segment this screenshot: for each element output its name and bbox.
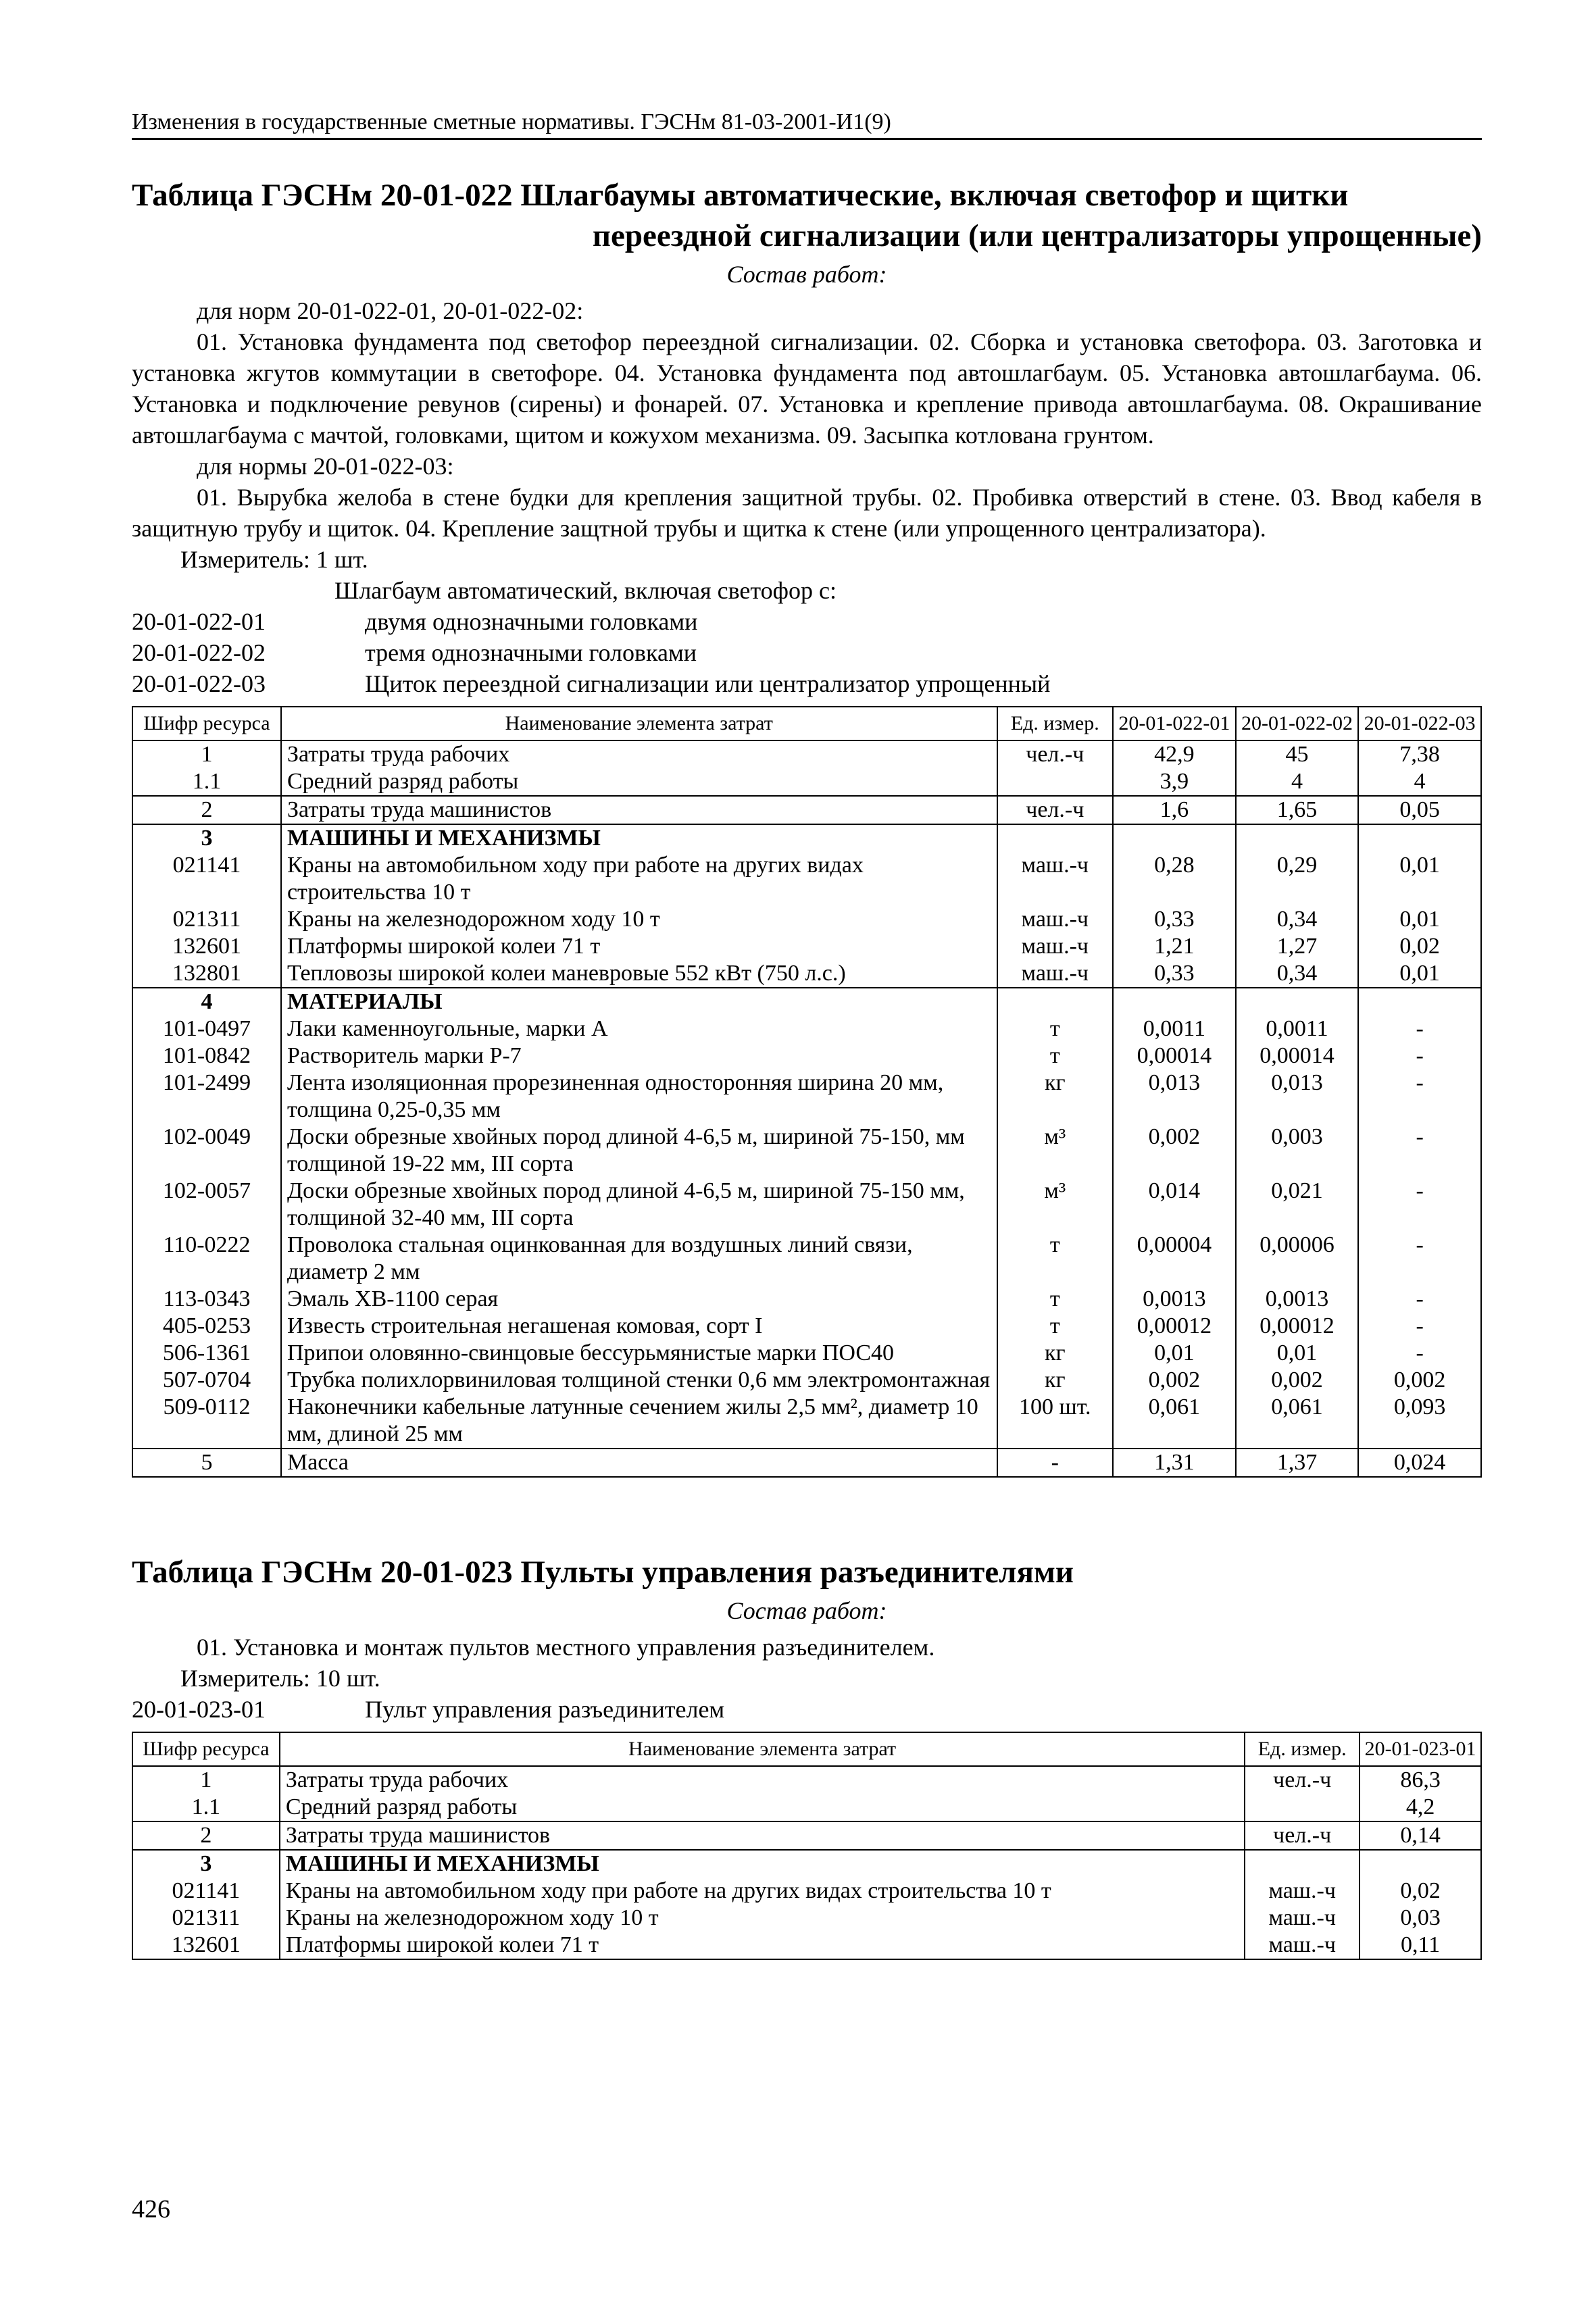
table1-measure: Измеритель: 1 шт. [180,546,368,573]
row-name: Затраты труда рабочих [280,1766,1245,1794]
table2-header-c1: 20-01-023-01 [1360,1732,1481,1766]
table1-code-list [132,606,1482,699]
table1-code-item [132,637,1482,668]
row-value [1358,988,1481,1015]
row-value [1113,824,1236,852]
table1-header-code: Шифр ресурса [132,707,281,740]
row-value: 45 [1236,740,1359,768]
row-code: 1 [132,1766,280,1794]
row-unit: т [997,1042,1114,1070]
row-name: Краны на автомобильном ходу при работе на других видах строительства 10 т [281,852,997,906]
table2-code-row [132,1694,1482,1725]
row-unit: т [997,1232,1114,1286]
row-code: 1.1 [132,1794,280,1821]
row-value: 0,0011 [1236,1015,1359,1042]
row-value: 42,9 [1113,740,1236,768]
row-value: - [1358,1015,1481,1042]
table-row [132,1367,1481,1394]
row-value: - [1358,1286,1481,1313]
row-value: 4 [1236,768,1359,796]
row-value: - [1358,1340,1481,1367]
row-value: 0,00004 [1113,1232,1236,1286]
row-value: 1,31 [1113,1449,1236,1477]
table1-norms-a-text: 01. Установка фундамента под светофор переездной сигнализации. 02. Сборка и установка светофора. 03. Заготовка и установка жгутов коммутации в светофоре. 04. Установка фундамента под автошлагбаум. 05. Установка автошлагбаума. 06. Установка и подключение ревунов (сирены) и фонарей. 07. Установка и крепление привода автошлагбаума. 08. Окрашивание автошлагбаума с мачтой, головками, щитом и кожухом механизма. 09. Засыпка котлована грунтом. [132,328,1482,449]
row-code: 2 [132,796,281,824]
row-code: 102-0057 [132,1178,281,1232]
table1-title [132,175,1482,256]
table-row [132,1015,1481,1042]
row-value: - [1358,1070,1481,1124]
row-unit: маш.-ч [997,933,1114,960]
row-value: 0,14 [1360,1821,1481,1850]
row-value: 0,0013 [1113,1286,1236,1313]
row-value: 0,0011 [1113,1015,1236,1042]
row-unit: чел.-ч [997,796,1114,824]
row-value: 1,6 [1113,796,1236,824]
table-row [132,740,1481,768]
table2-header-code: Шифр ресурса [132,1732,280,1766]
row-value [1358,824,1481,852]
row-value: 0,013 [1113,1070,1236,1124]
row-value: 0,02 [1358,933,1481,960]
row-code: 3 [132,824,281,852]
table1-code: 20-01-022-01 [132,608,266,635]
row-code: 113-0343 [132,1286,281,1313]
row-value: 0,02 [1360,1878,1481,1905]
row-unit: 100 шт. [997,1394,1114,1449]
row-value: 3,9 [1113,768,1236,796]
table-row [132,1766,1481,1794]
table1-header-c2: 20-01-022-02 [1236,707,1359,740]
row-code: 5 [132,1449,281,1477]
row-value: 0,33 [1113,960,1236,988]
table1-works-label: Состав работ: [726,261,887,288]
row-name: Краны на железнодорожном ходу 10 т [280,1905,1245,1932]
table1-code: 20-01-022-03 [132,670,266,697]
row-code: 1.1 [132,768,281,796]
row-value: 0,11 [1360,1932,1481,1959]
table-row [132,1449,1481,1477]
row-value: 0,013 [1236,1070,1359,1124]
table1-code-desc: Щиток переездной сигнализации или централизатор упрощенный [365,670,1051,697]
table-row [132,768,1481,796]
row-value: 0,01 [1358,960,1481,988]
row-code: 132601 [132,933,281,960]
row-name: Лаки каменноугольные, марки А [281,1015,997,1042]
table1-intro: Шлагбаум автоматический, включая светофор с: [334,577,837,604]
table-row [132,1232,1481,1286]
table-row [132,1821,1481,1850]
row-unit [997,824,1114,852]
row-value [1236,824,1359,852]
table2-code: 20-01-023-01 [132,1696,266,1723]
row-code: 1 [132,740,281,768]
row-unit: кг [997,1070,1114,1124]
row-name: Средний разряд работы [281,768,997,796]
row-value: 0,021 [1236,1178,1359,1232]
table-row [132,1042,1481,1070]
row-value: 86,3 [1360,1766,1481,1794]
row-value: 0,01 [1236,1340,1359,1367]
table-row [132,1070,1481,1124]
table-row [132,1178,1481,1232]
row-name: Растворитель марки Р-7 [281,1042,997,1070]
row-code: 3 [132,1850,280,1878]
row-value: 1,65 [1236,796,1359,824]
row-value: 0,00012 [1113,1313,1236,1340]
table-row [132,1794,1481,1821]
row-unit [997,988,1114,1015]
row-name: Наконечники кабельные латунные сечением жилы 2,5 мм², диаметр 10 мм, длиной 25 мм [281,1394,997,1449]
row-code: 021141 [132,852,281,906]
row-code: 2 [132,1821,280,1850]
table2-works-label: Состав работ: [726,1597,887,1624]
row-value: 0,002 [1113,1367,1236,1394]
table1-norms-b-text: 01. Вырубка желоба в стене будки для крепления защитной трубы. 02. Пробивка отверстий в стене. 03. Ввод кабеля в защитную трубу и щиток. 04. Крепление защтной трубы и щитка к стене (или упрощенного централизатора). [132,484,1482,542]
table1-header-unit: Ед. измер. [997,707,1114,740]
row-code: 4 [132,988,281,1015]
row-value: 0,061 [1113,1394,1236,1449]
row-code: 132801 [132,960,281,988]
row-unit: кг [997,1367,1114,1394]
row-value: 7,38 [1358,740,1481,768]
row-value: 0,00014 [1236,1042,1359,1070]
row-value: 0,05 [1358,796,1481,824]
row-name: МАШИНЫ И МЕХАНИЗМЫ [280,1850,1245,1878]
row-value: 0,002 [1113,1124,1236,1178]
row-value: 0,00014 [1113,1042,1236,1070]
row-unit: т [997,1313,1114,1340]
row-unit: маш.-ч [997,906,1114,933]
row-value: 0,024 [1358,1449,1481,1477]
row-name: Затраты труда рабочих [281,740,997,768]
row-value: 0,0013 [1236,1286,1359,1313]
row-code: 101-2499 [132,1070,281,1124]
row-code: 102-0049 [132,1124,281,1178]
row-value: 0,01 [1358,852,1481,906]
row-value: 0,34 [1236,960,1359,988]
row-name: Затраты труда машинистов [281,796,997,824]
table-row [132,1340,1481,1367]
table2-header-name: Наименование элемента затрат [280,1732,1245,1766]
row-code: 101-0842 [132,1042,281,1070]
table1-code-desc: двумя однозначными головками [365,608,698,635]
table1-header-c3: 20-01-022-03 [1358,707,1481,740]
row-value [1360,1850,1481,1878]
row-value: 0,014 [1113,1178,1236,1232]
row-value: 0,34 [1236,906,1359,933]
row-name: Известь строительная негашеная комовая, сорт I [281,1313,997,1340]
table1-code-item [132,668,1482,699]
row-unit [997,768,1114,796]
row-value: - [1358,1042,1481,1070]
row-unit [1245,1850,1360,1878]
row-value: - [1358,1313,1481,1340]
row-unit: т [997,1015,1114,1042]
table1-norms-a-label: для норм 20-01-022-01, 20-01-022-02: [197,297,584,324]
row-value: - [1358,1232,1481,1286]
row-code: 509-0112 [132,1394,281,1449]
table1-code-item [132,606,1482,637]
row-value [1236,988,1359,1015]
row-unit: чел.-ч [997,740,1114,768]
row-value: 0,00006 [1236,1232,1359,1286]
row-name: МАТЕРИАЛЫ [281,988,997,1015]
row-value: 0,28 [1113,852,1236,906]
row-value: 0,093 [1358,1394,1481,1449]
row-name: МАШИНЫ И МЕХАНИЗМЫ [281,824,997,852]
table1-code-desc: тремя однозначными головками [365,639,697,666]
row-value: 0,002 [1358,1367,1481,1394]
row-name: Масса [281,1449,997,1477]
row-unit: чел.-ч [1245,1821,1360,1850]
row-value: - [1358,1178,1481,1232]
row-value: 4,2 [1360,1794,1481,1821]
table1-code: 20-01-022-02 [132,639,266,666]
table1-norms-b-label: для нормы 20-01-022-03: [197,453,454,480]
row-name: Краны на железнодорожном ходу 10 т [281,906,997,933]
row-code: 021311 [132,906,281,933]
row-name: Трубка полихлорвиниловая толщиной стенки 0,6 мм электромонтажная [281,1367,997,1394]
row-code: 507-0704 [132,1367,281,1394]
row-value: 0,03 [1360,1905,1481,1932]
table-row [132,1124,1481,1178]
row-name: Краны на автомобильном ходу при работе на других видах строительства 10 т [280,1878,1245,1905]
row-unit: маш.-ч [1245,1878,1360,1905]
table1-header-name: Наименование элемента затрат [281,707,997,740]
table2-measure: Измеритель: 10 шт. [180,1665,380,1692]
row-name: Затраты труда машинистов [280,1821,1245,1850]
table-row [132,1394,1481,1449]
table-row [132,933,1481,960]
row-value: 0,01 [1358,906,1481,933]
table-row [132,960,1481,988]
row-unit: кг [997,1340,1114,1367]
table-row [132,1286,1481,1313]
row-code: 101-0497 [132,1015,281,1042]
row-name: Тепловозы широкой колеи маневровые 552 кВт (750 л.с.) [281,960,997,988]
row-unit: маш.-ч [997,852,1114,906]
table1-header-c1: 20-01-022-01 [1113,707,1236,740]
row-name: Припои оловянно-свинцовые бессурьмянистые марки ПОС40 [281,1340,997,1367]
row-unit: м³ [997,1178,1114,1232]
table-row [132,1932,1481,1959]
row-code: 132601 [132,1932,280,1959]
table-row [132,824,1481,852]
row-value: 0,003 [1236,1124,1359,1178]
row-name: Лента изоляционная прорезиненная односторонняя ширина 20 мм, толщина 0,25-0,35 мм [281,1070,997,1124]
row-value: 1,37 [1236,1449,1359,1477]
table-row [132,1878,1481,1905]
row-unit [1245,1794,1360,1821]
row-value: 1,27 [1236,933,1359,960]
table-row [132,1313,1481,1340]
table-row [132,988,1481,1015]
row-unit: т [997,1286,1114,1313]
table1-title-line2: переездной сигнализации (или централизаторы упрощенные) [592,218,1482,253]
row-unit: чел.-ч [1245,1766,1360,1794]
row-value: 0,00012 [1236,1313,1359,1340]
row-value: 0,29 [1236,852,1359,906]
row-name: Эмаль ХВ-1100 серая [281,1286,997,1313]
row-name: Платформы широкой колеи 71 т [280,1932,1245,1959]
row-unit: - [997,1449,1114,1477]
row-unit: маш.-ч [1245,1905,1360,1932]
table1 [132,706,1482,1478]
row-value: 0,061 [1236,1394,1359,1449]
row-name: Платформы широкой колеи 71 т [281,933,997,960]
row-value: 0,01 [1113,1340,1236,1367]
row-unit: маш.-ч [997,960,1114,988]
row-value: 1,21 [1113,933,1236,960]
page [132,108,1482,1960]
row-unit: маш.-ч [1245,1932,1360,1959]
table2-title: Таблица ГЭСНм 20-01-023 Пульты управления разъединителями [132,1555,1074,1590]
row-value: 0,33 [1113,906,1236,933]
row-code: 021141 [132,1878,280,1905]
table2-header-unit: Ед. измер. [1245,1732,1360,1766]
table-row [132,906,1481,933]
row-name: Доски обрезные хвойных пород длиной 4-6,5 м, шириной 75-150 мм, толщиной 32-40 мм, III сорта [281,1178,997,1232]
row-value: - [1358,1124,1481,1178]
row-name: Доски обрезные хвойных пород длиной 4-6,5 м, шириной 75-150, мм толщиной 19-22 мм, III сорта [281,1124,997,1178]
table-row [132,1850,1481,1878]
row-value: 0,002 [1236,1367,1359,1394]
row-code: 405-0253 [132,1313,281,1340]
table-row [132,1905,1481,1932]
table-row [132,852,1481,906]
row-name: Проволока стальная оцинкованная для воздушных линий связи, диаметр 2 мм [281,1232,997,1286]
table2 [132,1732,1482,1960]
page-number: 426 [132,2195,170,2223]
row-value: 4 [1358,768,1481,796]
row-unit: м³ [997,1124,1114,1178]
table-row [132,796,1481,824]
row-name: Средний разряд работы [280,1794,1245,1821]
table2-works-text: 01. Установка и монтаж пультов местного управления разъединителем. [197,1634,935,1661]
row-value [1113,988,1236,1015]
running-header: Изменения в государственные сметные нормативы. ГЭСНм 81-03-2001-И1(9) [132,108,1482,140]
table2-code-desc: Пульт управления разъединителем [365,1696,725,1723]
row-code: 021311 [132,1905,280,1932]
row-code: 110-0222 [132,1232,281,1286]
row-code: 506-1361 [132,1340,281,1367]
table1-title-line1: Таблица ГЭСНм 20-01-022 Шлагбаумы автоматические, включая светофор и щитки [132,178,1349,213]
